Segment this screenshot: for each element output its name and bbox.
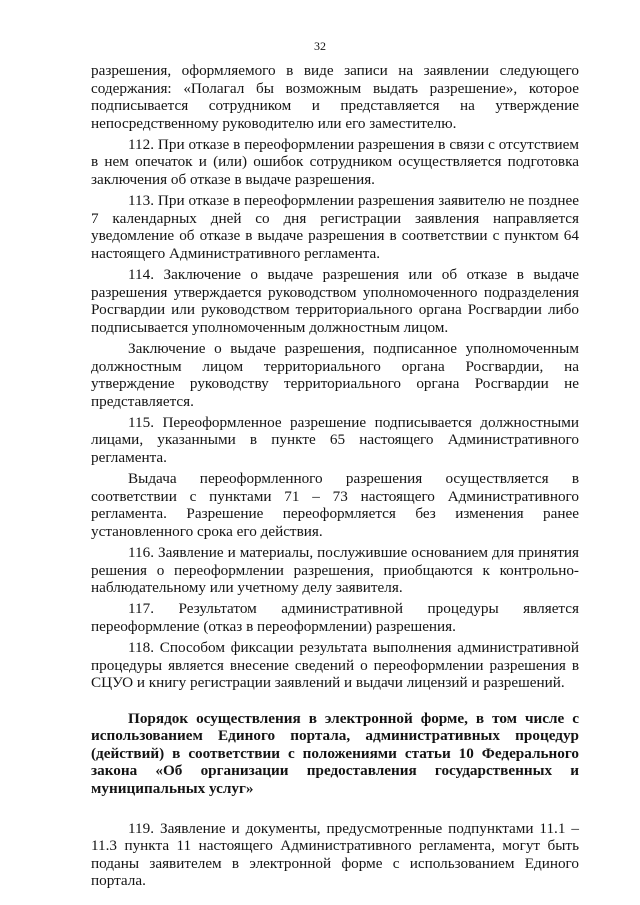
section-heading: Порядок осуществления в электронной форме, в том числе с использованием Единого портала, административных процедур (действий) в соответствии с положениями статьи 10 Федерального закона «Об организации предоставления государственных и муниципальных услуг» [91,709,579,798]
paragraph-117: 117. Результатом административной процедуры является переоформление (отказ в переоформлении) разрешения. [91,600,579,635]
paragraph-115-issuance: Выдача переоформленного разрешения осуществляется в соответствии с пунктами 71 – 73 настоящего Административного регламента. Разрешение переоформляется без изменения ранее установленного срока его действия. [91,470,579,540]
paragraph-114-note: Заключение о выдаче разрешения, подписанное уполномоченным должностным лицом территориального органа Росгвардии, на утверждение руководству территориального органа Росгвардии не представляется. [91,339,579,410]
paragraph-119: 119. Заявление и документы, предусмотренные подпунктами 11.1 – 11.3 пункта 11 настоящего Административного регламента, могут быть поданы заявителем в электронной форме с использованием Единого портала. [91,819,579,890]
paragraph-114: 114. Заключение о выдаче разрешения или об отказе в выдаче разрешения утверждается руководством уполномоченного подразделения Росгвардии или руководством территориального органа Росгвардии либо подписывается уполномоченным должностным лицом. [91,266,579,336]
page-number: 32 [314,39,326,53]
paragraph-113: 113. При отказе в переоформлении разрешения заявителю не позднее 7 календарных дней со дня регистрации заявления направляется уведомление об отказе в выдаче разрешения в соответствии с пунктом 64 настоящего Административного регламента. [91,192,579,262]
paragraph-118: 118. Способом фиксации результата выполнения административной процедуры является внесение сведений о переоформлении разрешения в СЦУО и книгу регистрации заявлений и выдачи лицензий и разрешений. [91,638,579,692]
document-body [91,62,579,894]
paragraph-116: 116. Заявление и материалы, послужившие основанием для принятия решения о переоформлении разрешения, приобщаются к контрольно-наблюдательному или учетному делу заявителя. [91,543,579,597]
paragraph-115: 115. Переоформленное разрешение подписывается должностными лицами, указанными в пункте 65 настоящего Административного регламента. [91,413,579,466]
paragraph-continuation: разрешения, оформляемого в виде записи на заявлении следующего содержания: «Полагал бы возможным выдать разрешение», которое подписывается сотрудником и представляется на утверждение непосредственному руководителю или его заместителю. [91,62,579,132]
paragraph-112: 112. При отказе в переоформлении разрешения в связи с отсутствием в нем опечаток и (или) ошибок сотрудником осуществляется подготовка заключения об отказе в выдаче разрешения. [91,135,579,189]
